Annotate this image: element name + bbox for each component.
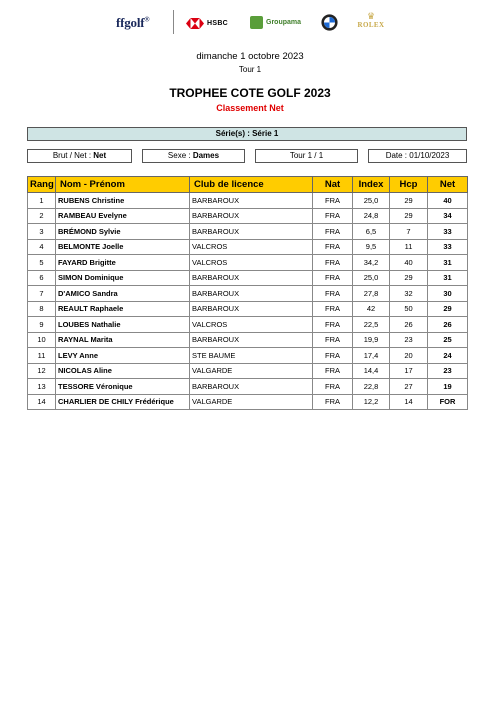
club-cell: BARBAROUX — [190, 301, 313, 317]
table-row — [28, 270, 468, 286]
player-name-cell: REAULT Raphaele — [56, 301, 190, 317]
rank-cell: 14 — [28, 394, 56, 410]
header-index: Index — [353, 177, 390, 193]
handicap-cell: 29 — [390, 270, 428, 286]
nationality-cell: FRA — [313, 193, 353, 209]
handicap-cell: 50 — [390, 301, 428, 317]
groupama-text: Groupama — [266, 19, 302, 26]
groupama-leaf-icon — [250, 16, 263, 29]
rank-cell: 7 — [28, 286, 56, 302]
nationality-cell: FRA — [313, 255, 353, 271]
player-name-cell: FAYARD Brigitte — [56, 255, 190, 271]
header-club: Club de licence — [190, 177, 313, 193]
index-cell: 25,0 — [353, 193, 390, 209]
table-row — [28, 193, 468, 209]
header-nat: Nat — [313, 177, 353, 193]
sponsor-bar — [0, 8, 500, 38]
tour-box: Tour 1 / 1 — [255, 149, 358, 163]
sexe-box: Sexe : Dames — [142, 149, 245, 163]
rank-cell: 10 — [28, 332, 56, 348]
net-score-cell: 25 — [428, 332, 468, 348]
handicap-cell: 40 — [390, 255, 428, 271]
rank-cell: 4 — [28, 239, 56, 255]
net-score-cell: 26 — [428, 317, 468, 333]
net-score-cell: 33 — [428, 239, 468, 255]
club-cell: BARBAROUX — [190, 224, 313, 240]
groupama-logo — [250, 16, 301, 29]
table-row — [28, 255, 468, 271]
nationality-cell: FRA — [313, 286, 353, 302]
rank-cell: 13 — [28, 379, 56, 395]
net-score-cell: 31 — [428, 270, 468, 286]
rank-cell: 1 — [28, 193, 56, 209]
event-date: dimanche 1 octobre 2023 — [196, 51, 304, 62]
handicap-cell: 14 — [390, 394, 428, 410]
table-row — [28, 224, 468, 240]
club-cell: VALGARDE — [190, 363, 313, 379]
handicap-cell: 27 — [390, 379, 428, 395]
rank-cell: 11 — [28, 348, 56, 364]
net-score-cell: FOR — [428, 394, 468, 410]
index-cell: 12,2 — [353, 394, 390, 410]
net-score-cell: 31 — [428, 255, 468, 271]
player-name-cell: RAMBEAU Evelyne — [56, 208, 190, 224]
table-row — [28, 348, 468, 364]
logo-divider — [173, 10, 174, 34]
table-row — [28, 332, 468, 348]
index-cell: 27,8 — [353, 286, 390, 302]
index-cell: 42 — [353, 301, 390, 317]
header-rang: Rang — [28, 177, 56, 193]
net-score-cell: 24 — [428, 348, 468, 364]
club-cell: BARBAROUX — [190, 270, 313, 286]
index-cell: 14,4 — [353, 363, 390, 379]
net-score-cell: 34 — [428, 208, 468, 224]
handicap-cell: 32 — [390, 286, 428, 302]
table-header-row — [28, 177, 468, 193]
handicap-cell: 29 — [390, 208, 428, 224]
nationality-cell: FRA — [313, 394, 353, 410]
handicap-cell: 26 — [390, 317, 428, 333]
ffgolf-logo: ffgolf® — [116, 15, 150, 30]
index-cell: 19,9 — [353, 332, 390, 348]
handicap-cell: 11 — [390, 239, 428, 255]
index-cell: 24,8 — [353, 208, 390, 224]
table-row — [28, 208, 468, 224]
page-subtitle: Classement Net — [216, 103, 284, 113]
date-box: Date : 01/10/2023 — [368, 149, 467, 163]
table-row — [28, 286, 468, 302]
nationality-cell: FRA — [313, 379, 353, 395]
player-name-cell: BRÉMOND Sylvie — [56, 224, 190, 240]
handicap-cell: 23 — [390, 332, 428, 348]
player-name-cell: RUBENS Christine — [56, 193, 190, 209]
header-hcp: Hcp — [390, 177, 428, 193]
table-row — [28, 239, 468, 255]
bmw-roundel-icon — [321, 14, 338, 31]
nationality-cell: FRA — [313, 270, 353, 286]
hsbc-hexagon-icon — [186, 18, 204, 29]
player-name-cell: SIMON Dominique — [56, 270, 190, 286]
player-name-cell: LEVY Anne — [56, 348, 190, 364]
index-cell: 6,5 — [353, 224, 390, 240]
table-row — [28, 317, 468, 333]
table-row — [28, 394, 468, 410]
index-cell: 9,5 — [353, 239, 390, 255]
rank-cell: 9 — [28, 317, 56, 333]
index-cell: 17,4 — [353, 348, 390, 364]
net-score-cell: 33 — [428, 224, 468, 240]
rank-cell: 2 — [28, 208, 56, 224]
nationality-cell: FRA — [313, 317, 353, 333]
series-bar: Série(s) : Série 1 — [27, 127, 467, 141]
nationality-cell: FRA — [313, 301, 353, 317]
net-score-cell: 30 — [428, 286, 468, 302]
nationality-cell: FRA — [313, 208, 353, 224]
handicap-cell: 7 — [390, 224, 428, 240]
rank-cell: 6 — [28, 270, 56, 286]
net-score-cell: 29 — [428, 301, 468, 317]
page-title: TROPHEE COTE GOLF 2023 — [169, 86, 331, 100]
rank-cell: 8 — [28, 301, 56, 317]
player-name-cell: BELMONTE Joelle — [56, 239, 190, 255]
player-name-cell: D'AMICO Sandra — [56, 286, 190, 302]
nationality-cell: FRA — [313, 332, 353, 348]
nationality-cell: FRA — [313, 348, 353, 364]
nationality-cell: FRA — [313, 224, 353, 240]
table-row — [28, 363, 468, 379]
index-cell: 34,2 — [353, 255, 390, 271]
net-score-cell: 19 — [428, 379, 468, 395]
club-cell: STE BAUME — [190, 348, 313, 364]
player-name-cell: RAYNAL Marita — [56, 332, 190, 348]
header-name: Nom - Prénom — [56, 177, 190, 193]
hsbc-text: HSBC — [207, 19, 229, 27]
handicap-cell: 29 — [390, 193, 428, 209]
index-cell: 22,8 — [353, 379, 390, 395]
rank-cell: 5 — [28, 255, 56, 271]
net-score-cell: 40 — [428, 193, 468, 209]
rolex-logo: ♛ ROLEX — [357, 11, 385, 29]
handicap-cell: 20 — [390, 348, 428, 364]
results-table — [27, 176, 468, 410]
player-name-cell: CHARLIER DE CHILY Frédérique — [56, 394, 190, 410]
tour-label: Tour 1 — [238, 65, 262, 74]
index-cell: 25,0 — [353, 270, 390, 286]
club-cell: VALGARDE — [190, 394, 313, 410]
club-cell: VALCROS — [190, 239, 313, 255]
club-cell: BARBAROUX — [190, 193, 313, 209]
crown-icon: ♛ — [366, 11, 376, 21]
club-cell: BARBAROUX — [190, 286, 313, 302]
brut-net-box: Brut / Net : Net — [27, 149, 132, 163]
player-name-cell: TESSORE Véronique — [56, 379, 190, 395]
index-cell: 22,5 — [353, 317, 390, 333]
net-score-cell: 23 — [428, 363, 468, 379]
player-name-cell: NICOLAS Aline — [56, 363, 190, 379]
table-row — [28, 379, 468, 395]
hsbc-logo — [186, 16, 228, 30]
club-cell: VALCROS — [190, 255, 313, 271]
player-name-cell: LOUBES Nathalie — [56, 317, 190, 333]
club-cell: BARBAROUX — [190, 208, 313, 224]
handicap-cell: 17 — [390, 363, 428, 379]
club-cell: BARBAROUX — [190, 379, 313, 395]
nationality-cell: FRA — [313, 363, 353, 379]
rank-cell: 12 — [28, 363, 56, 379]
club-cell: BARBAROUX — [190, 332, 313, 348]
club-cell: VALCROS — [190, 317, 313, 333]
table-row — [28, 301, 468, 317]
results-body — [28, 193, 468, 410]
nationality-cell: FRA — [313, 239, 353, 255]
header-net: Net — [428, 177, 468, 193]
rank-cell: 3 — [28, 224, 56, 240]
